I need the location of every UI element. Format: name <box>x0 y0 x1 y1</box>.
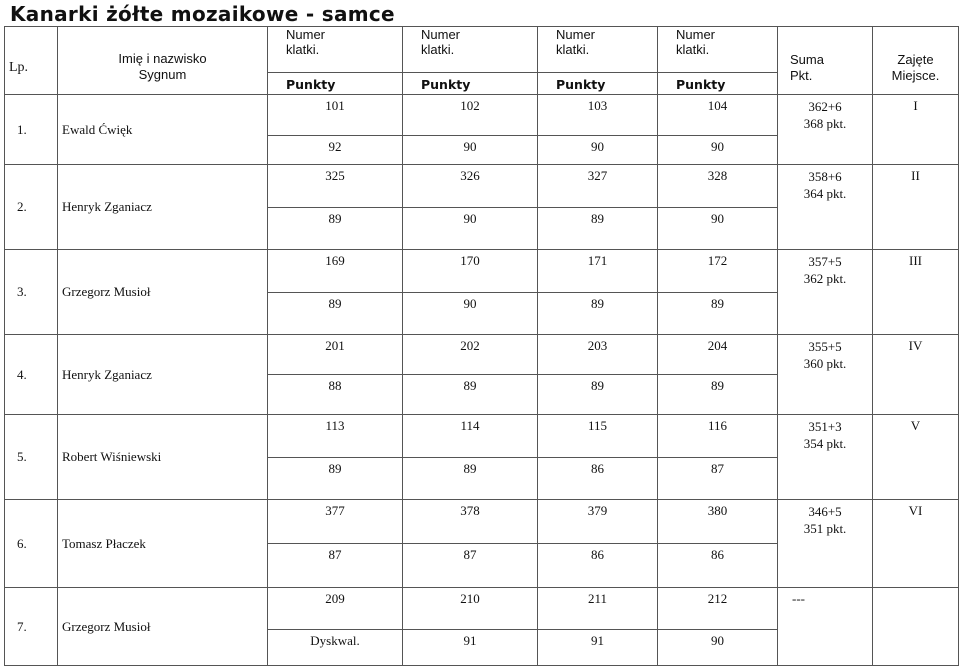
row-number: 4. <box>5 335 58 415</box>
cage-points: 86 <box>538 458 658 500</box>
breeder-name: Tomasz Płaczek <box>58 500 268 588</box>
cage-points: 90 <box>403 136 538 165</box>
place <box>873 588 959 666</box>
page-title: Kanarki żółte mozaikowe - samce <box>10 2 395 26</box>
header-cage <box>538 27 658 73</box>
cage-points: 86 <box>658 544 778 588</box>
cage-points: Dyskwal. <box>268 630 403 666</box>
cage-number: 103 <box>538 95 658 136</box>
cage-number: 379 <box>538 500 658 544</box>
place: IV <box>873 335 959 415</box>
breeder-name: Henryk Zganiacz <box>58 335 268 415</box>
cage-number: 211 <box>538 588 658 630</box>
cage-number: 102 <box>403 95 538 136</box>
place: VI <box>873 500 959 588</box>
cage-points: 91 <box>403 630 538 666</box>
header-cage-line1: Numer <box>556 27 596 42</box>
sum-points <box>778 250 873 335</box>
header-cage <box>403 27 538 73</box>
table-row <box>5 415 959 458</box>
cage-points: 92 <box>268 136 403 165</box>
table-row <box>5 95 959 136</box>
header-sum-line1: Suma <box>790 51 824 67</box>
cage-points: 87 <box>268 544 403 588</box>
cage-number: 325 <box>268 165 403 208</box>
cage-number: 116 <box>658 415 778 458</box>
cage-points: 91 <box>538 630 658 666</box>
cage-number: 201 <box>268 335 403 375</box>
header-cage-line2: klatki. <box>676 42 710 57</box>
header-cage-line2: klatki. <box>556 42 590 57</box>
sum-breakdown: 355+5 <box>808 339 842 354</box>
cage-number: 203 <box>538 335 658 375</box>
sum-points <box>778 335 873 415</box>
sum-breakdown: 346+5 <box>808 504 842 519</box>
header-cage-line1: Numer <box>286 27 326 42</box>
table-row <box>5 250 959 293</box>
cage-points: 89 <box>403 375 538 415</box>
place: III <box>873 250 959 335</box>
total-points: 364 pkt. <box>803 186 847 201</box>
cage-points: 89 <box>268 208 403 250</box>
cage-points: 90 <box>403 293 538 335</box>
sum-points <box>778 95 873 165</box>
cage-points: 88 <box>268 375 403 415</box>
cage-number: 326 <box>403 165 538 208</box>
sum-points: --- <box>778 588 873 666</box>
cage-number: 377 <box>268 500 403 544</box>
header-place-line1: Zajęte <box>897 51 934 67</box>
cage-points: 90 <box>538 136 658 165</box>
cage-number: 209 <box>268 588 403 630</box>
sum-breakdown: 358+6 <box>808 169 842 184</box>
cage-number: 328 <box>658 165 778 208</box>
header-cage-line2: klatki. <box>421 42 455 57</box>
sum-points <box>778 165 873 250</box>
sum-points <box>778 415 873 500</box>
sum-breakdown: 362+6 <box>808 99 842 114</box>
sum-points <box>778 500 873 588</box>
cage-number: 114 <box>403 415 538 458</box>
cage-number: 202 <box>403 335 538 375</box>
sum-breakdown: 357+5 <box>808 254 842 269</box>
cage-points: 89 <box>538 293 658 335</box>
cage-points: 86 <box>538 544 658 588</box>
header-cage-line1: Numer <box>421 27 461 42</box>
header-name <box>58 27 268 95</box>
header-row <box>5 27 959 73</box>
cage-number: 104 <box>658 95 778 136</box>
header-sygnum: Sygnum <box>138 66 187 82</box>
place: II <box>873 165 959 250</box>
header-sum <box>778 27 873 95</box>
header-points: Punkty <box>658 73 778 95</box>
table-row <box>5 165 959 208</box>
place: V <box>873 415 959 500</box>
cage-points: 89 <box>538 208 658 250</box>
cage-points: 90 <box>403 208 538 250</box>
cage-points: 89 <box>403 458 538 500</box>
cage-number: 170 <box>403 250 538 293</box>
table-row <box>5 500 959 544</box>
header-lp: Lp. <box>5 27 58 95</box>
header-points: Punkty <box>403 73 538 95</box>
breeder-name: Robert Wiśniewski <box>58 415 268 500</box>
header-points: Punkty <box>268 73 403 95</box>
cage-points: 89 <box>268 293 403 335</box>
cage-number: 169 <box>268 250 403 293</box>
sum-breakdown: 351+3 <box>808 419 842 434</box>
breeder-name: Grzegorz Musioł <box>58 250 268 335</box>
row-number: 2. <box>5 165 58 250</box>
cage-points: 90 <box>658 630 778 666</box>
cage-points: 89 <box>538 375 658 415</box>
header-cage-line2: klatki. <box>286 42 320 57</box>
row-number: 6. <box>5 500 58 588</box>
header-place <box>873 27 959 95</box>
total-points: 362 pkt. <box>803 271 847 286</box>
cage-points: 89 <box>268 458 403 500</box>
cage-number: 172 <box>658 250 778 293</box>
header-cage-line1: Numer <box>676 27 716 42</box>
table-row <box>5 588 959 630</box>
cage-number: 204 <box>658 335 778 375</box>
total-points: 360 pkt. <box>803 356 847 371</box>
breeder-name: Grzegorz Musioł <box>58 588 268 666</box>
cage-number: 378 <box>403 500 538 544</box>
header-cage <box>658 27 778 73</box>
row-number: 3. <box>5 250 58 335</box>
breeder-name: Henryk Zganiacz <box>58 165 268 250</box>
cage-points: 89 <box>658 375 778 415</box>
cage-number: 210 <box>403 588 538 630</box>
cage-points: 87 <box>403 544 538 588</box>
cage-points: 90 <box>658 208 778 250</box>
cage-number: 212 <box>658 588 778 630</box>
header-place-line2: Miejsce. <box>891 67 940 83</box>
breeder-name: Ewald Ćwięk <box>58 95 268 165</box>
row-number: 5. <box>5 415 58 500</box>
table-row <box>5 335 959 375</box>
cage-number: 113 <box>268 415 403 458</box>
total-points: 354 pkt. <box>803 436 847 451</box>
cage-points: 89 <box>658 293 778 335</box>
total-points: 351 pkt. <box>803 521 847 536</box>
header-cage <box>268 27 403 73</box>
row-number: 7. <box>5 588 58 666</box>
cage-number: 380 <box>658 500 778 544</box>
cage-points: 90 <box>658 136 778 165</box>
cage-number: 327 <box>538 165 658 208</box>
results-table <box>4 26 959 666</box>
header-name-line1: Imię i nazwisko <box>118 50 207 66</box>
total-points: 368 pkt. <box>803 116 847 131</box>
row-number: 1. <box>5 95 58 165</box>
cage-points: 87 <box>658 458 778 500</box>
cage-number: 101 <box>268 95 403 136</box>
cage-number: 115 <box>538 415 658 458</box>
place: I <box>873 95 959 165</box>
header-sum-line2: Pkt. <box>790 67 813 83</box>
header-points: Punkty <box>538 73 658 95</box>
cage-number: 171 <box>538 250 658 293</box>
